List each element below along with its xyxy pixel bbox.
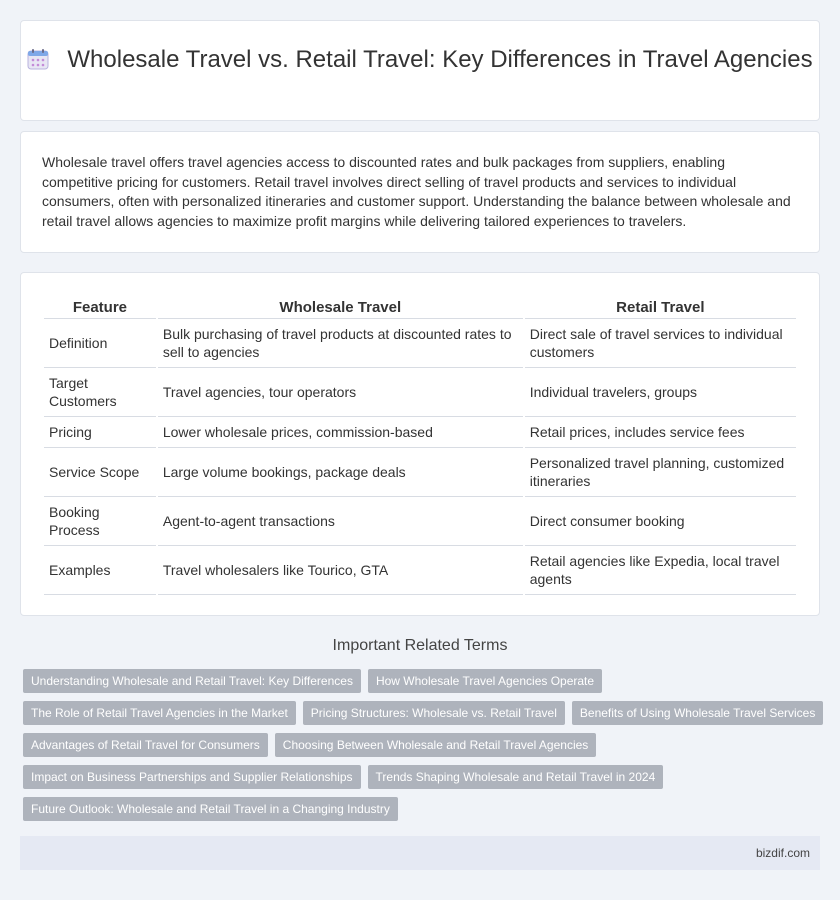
- related-term-tag[interactable]: Impact on Business Partnerships and Supplier Relationships: [23, 765, 361, 789]
- wholesale-cell: Travel wholesalers like Tourico, GTA: [158, 546, 523, 595]
- related-term-tag[interactable]: Future Outlook: Wholesale and Retail Travel in a Changing Industry: [23, 797, 398, 821]
- wholesale-cell: Large volume bookings, package deals: [158, 448, 523, 497]
- title-card: [20, 20, 820, 121]
- footer-site-link[interactable]: bizdif.com: [755, 846, 810, 860]
- retail-cell: Retail prices, includes service fees: [525, 417, 796, 448]
- retail-cell: Direct sale of travel services to individual customers: [525, 319, 796, 368]
- footer: [20, 836, 820, 870]
- header-feature: Feature: [44, 297, 156, 319]
- related-term-tag[interactable]: Advantages of Retail Travel for Consumers: [23, 733, 268, 757]
- related-term-tag[interactable]: Benefits of Using Wholesale Travel Services: [572, 701, 823, 725]
- feature-cell: Definition: [44, 319, 156, 368]
- calendar-icon: [27, 48, 49, 70]
- feature-cell: Booking Process: [44, 497, 156, 546]
- header-wholesale: Wholesale Travel: [158, 297, 523, 319]
- table-row: [44, 546, 796, 595]
- table-row: [44, 417, 796, 448]
- feature-cell: Target Customers: [44, 368, 156, 417]
- wholesale-cell: Bulk purchasing of travel products at discounted rates to sell to agencies: [158, 319, 523, 368]
- intro-paragraph: Wholesale travel offers travel agencies access to discounted rates and bulk packages from suppliers, enabling competitive pricing for customers. Retail travel involves direct selling of travel products and services to individual consumers, often with personalized itineraries and customer support. Understanding the balance between wholesale and retail travel allows agencies to maximize profit margins while delivering tailored experiences to travelers.: [42, 154, 791, 229]
- page-title: [21, 45, 819, 74]
- table-row: [44, 319, 796, 368]
- comparison-table-card: [20, 272, 820, 616]
- table-header-row: [44, 297, 796, 319]
- retail-cell: Individual travelers, groups: [525, 368, 796, 417]
- table-row: [44, 497, 796, 546]
- related-terms-list: [23, 669, 823, 829]
- page-title-text: Wholesale Travel vs. Retail Travel: Key Differences in Travel Agencies: [67, 46, 813, 73]
- feature-cell: Service Scope: [44, 448, 156, 497]
- related-term-tag[interactable]: Trends Shaping Wholesale and Retail Travel in 2024: [368, 765, 664, 789]
- wholesale-cell: Travel agencies, tour operators: [158, 368, 523, 417]
- related-terms-heading: Important Related Terms: [332, 637, 508, 654]
- feature-cell: Pricing: [44, 417, 156, 448]
- feature-cell: Examples: [44, 546, 156, 595]
- comparison-table: [42, 297, 798, 595]
- header-retail: Retail Travel: [525, 297, 796, 319]
- retail-cell: Direct consumer booking: [525, 497, 796, 546]
- related-term-tag[interactable]: Pricing Structures: Wholesale vs. Retail Travel: [303, 701, 565, 725]
- wholesale-cell: Lower wholesale prices, commission-based: [158, 417, 523, 448]
- related-term-tag[interactable]: Choosing Between Wholesale and Retail Travel Agencies: [275, 733, 597, 757]
- related-term-tag[interactable]: The Role of Retail Travel Agencies in the Market: [23, 701, 296, 725]
- intro-card: [20, 131, 820, 253]
- retail-cell: Personalized travel planning, customized itineraries: [525, 448, 796, 497]
- related-term-tag[interactable]: Understanding Wholesale and Retail Travel: Key Differences: [23, 669, 361, 693]
- table-row: [44, 368, 796, 417]
- retail-cell: Retail agencies like Expedia, local travel agents: [525, 546, 796, 595]
- table-row: [44, 448, 796, 497]
- related-term-tag[interactable]: How Wholesale Travel Agencies Operate: [368, 669, 602, 693]
- wholesale-cell: Agent-to-agent transactions: [158, 497, 523, 546]
